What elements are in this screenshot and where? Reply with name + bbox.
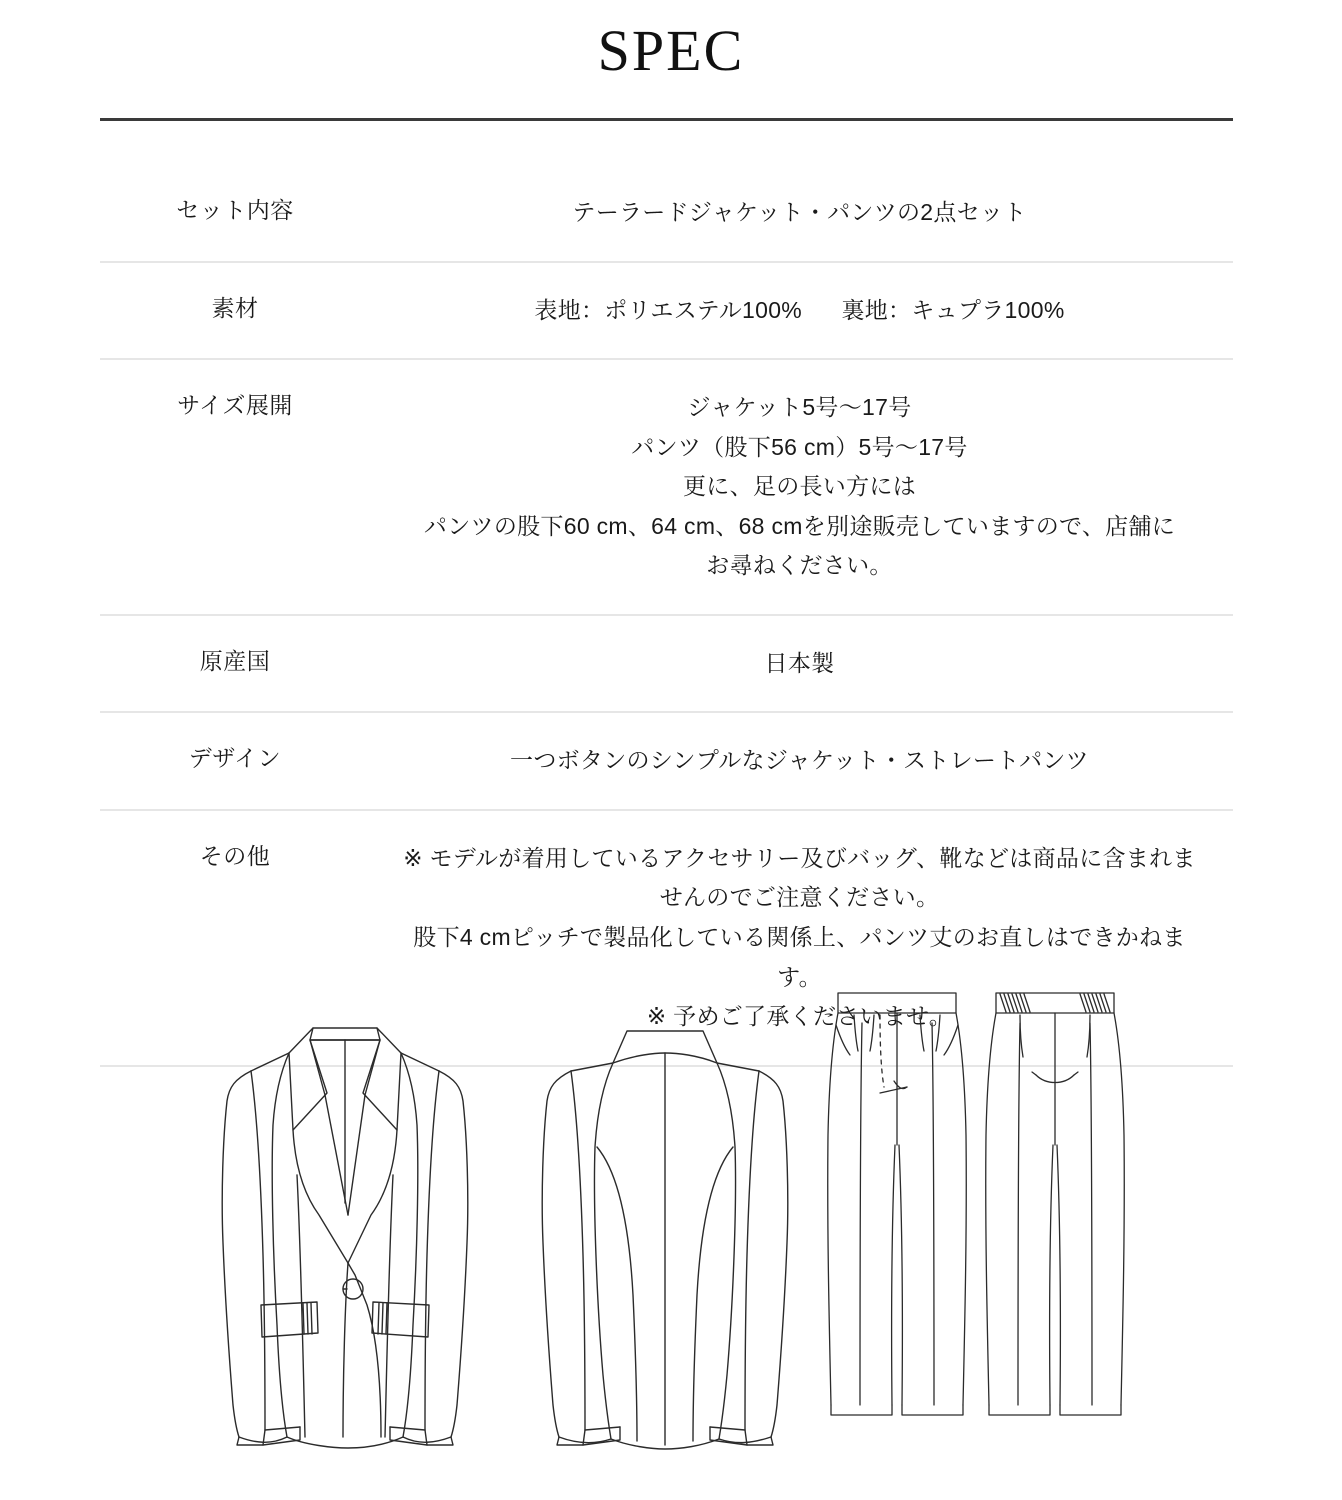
- spec-value-line: 日本製: [764, 649, 835, 676]
- spec-value-line-material: [370, 291, 1229, 331]
- jacket-front-illustration: [185, 975, 505, 1475]
- spec-value-line: ※ モデルが着用しているアクセサリー及びバッグ、靴などは商品に含まれま: [403, 844, 1196, 871]
- spec-value-line: 一つボタンのシンプルなジャケット・ストレートパンツ: [510, 747, 1089, 774]
- spec-value-line: す。: [777, 963, 822, 990]
- pants-back-illustration: [980, 975, 1130, 1475]
- spec-value-line: せんのでご注意ください。: [659, 884, 940, 911]
- product-illustrations: [0, 930, 1342, 1500]
- spec-value-line: パンツの股下60 cm、64 cm、68 cmを別途販売していますので、店舗に: [423, 512, 1176, 539]
- spec-value-line: ジャケット5号〜17号: [687, 394, 912, 421]
- spec-value-line: 股下4 cmピッチで製品化している関係上、パンツ丈のお直しはできかねま: [413, 924, 1186, 951]
- spec-row-country-of-origin: [100, 616, 1233, 714]
- spec-value-line: お尋ねください。: [706, 552, 893, 579]
- spec-row-design: [100, 713, 1233, 811]
- spec-label-other-notes: その他: [199, 842, 271, 869]
- page-title: SPEC: [597, 18, 745, 83]
- spec-value-material: [370, 263, 1233, 359]
- pants-front-illustration: [822, 975, 972, 1475]
- jacket-back-illustration: [505, 975, 825, 1475]
- spec-value-size-range: [370, 360, 1233, 614]
- spec-value-country-of-origin: [370, 616, 1233, 712]
- spec-value-design: [370, 713, 1233, 809]
- spec-label-design: デザイン: [188, 745, 282, 772]
- spec-label-size-range: サイズ展開: [177, 392, 293, 419]
- spec-value-line: テーラードジャケット・パンツの2点セット: [572, 199, 1027, 225]
- spec-row-set-contents: [100, 165, 1233, 263]
- spec-label-country-of-origin: 原産国: [199, 647, 271, 674]
- spec-row-material: [100, 263, 1233, 361]
- spec-row-size-range: [100, 360, 1233, 616]
- spec-label-material: 素材: [211, 294, 259, 321]
- spec-value-line: 更に、足の長い方には: [683, 473, 916, 500]
- spec-value-line: パンツ（股下56 cm）5号〜17号: [631, 433, 968, 460]
- spec-label-set-contents: セット内容: [176, 197, 294, 223]
- spec-value-set-contents: [370, 165, 1233, 261]
- material-lining-text: 裏地：キュプラ100%: [841, 296, 1065, 323]
- material-face-text: 表地：ポリエステル100%: [534, 296, 803, 323]
- header-divider: [100, 118, 1233, 121]
- spec-header: [0, 0, 1342, 125]
- spec-value-line: ※ 予めご了承くださいませ。: [646, 1003, 953, 1030]
